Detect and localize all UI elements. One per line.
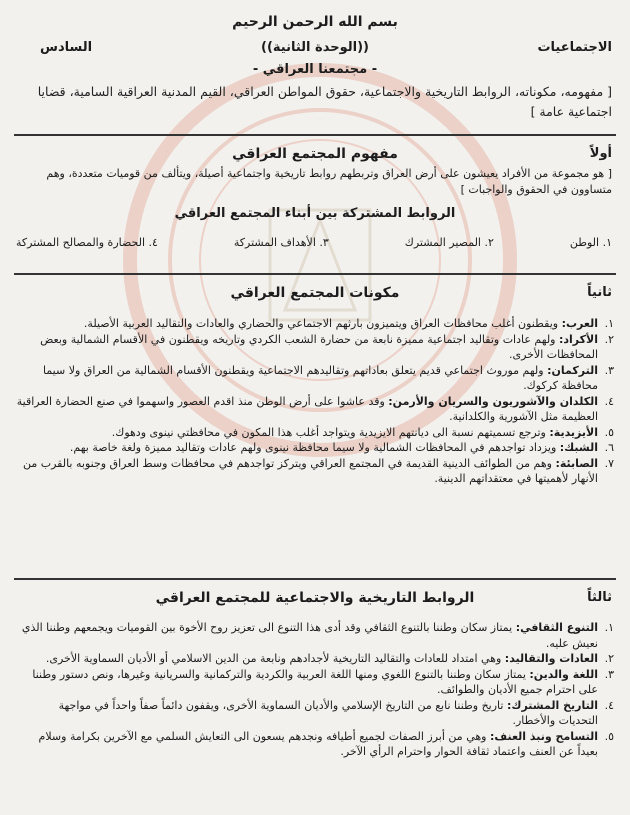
list-item: [16, 363, 614, 394]
links-title: الروابط المشتركة بين أبناء المجتمع العراقي: [174, 206, 456, 221]
item-number: ٢.: [604, 652, 614, 665]
unit-title: - مجتمعنا العراقي -: [252, 62, 378, 77]
item-number: ٥.: [604, 729, 614, 743]
section-1-number: أولاً: [589, 146, 612, 161]
links-list: [16, 236, 612, 249]
item-number: ٣.: [604, 667, 614, 681]
item-term: التركمان:: [547, 363, 598, 377]
section-divider: [14, 578, 616, 580]
section-1-definition: [ هو مجموعة من الأفراد يعيشون على أرض العراق وتربطهم روابط تاريخية واجتماعية أصيلة، ويتألف من قوميات متعددة، وهم متساوون في الحقوق والواجبات ]: [46, 167, 612, 196]
item-text: يمتاز سكان وطننا بالتنوع اللغوي ومنها اللغة العربية والكردية والتركمانية والسريانية وغيرها، ونص دستور وطننا على احترام جميع الأديان والطوائف.: [32, 667, 598, 696]
item-term: التنوع الثقافي:: [515, 621, 598, 634]
unit-contents: [ مفهومه، مكوناته، الروابط التاريخية والاجتماعية، حقوق المواطن العراقي، القيم المدنية العراقية السامية، قضايا اجتماعية عامة ]: [37, 84, 612, 119]
item-number: ١.: [604, 621, 614, 634]
item-text: ويقطنون أغلب محافظات العراق ويتميزون بارثهم الاجتماعي والحضاري والعادات والتقاليد العربية الأصيلة.: [83, 317, 562, 330]
item-text: وهم من الطوائف الدينية القديمة في المجتمع العراقي ويتركز تواجدهم في محافظات وسط العراق وجنوبه بالقرب من الأنهار لأهميتها في معتقداتهم الدينية.: [22, 456, 598, 485]
list-item: [16, 456, 614, 487]
item-term: الأيزيدية:: [549, 425, 598, 439]
unit-label: ((الوحدة الثانية)): [261, 40, 369, 55]
item-term: الصابئة:: [555, 456, 598, 470]
list-item: [16, 620, 614, 651]
item-term: الأكراد:: [558, 332, 598, 346]
components-list: [16, 316, 614, 487]
list-item: [16, 651, 614, 667]
section-2-title: مكونات المجتمع العراقي: [230, 285, 400, 301]
item-text: يمتاز سكان وطننا بالتنوع الثقافي وقد أدى هذا التنوع الى تعزيز روح الأخوة بين القوميات ويجمعهم وطننا الذي نعيش عليه.: [21, 621, 598, 650]
item-text: وهي امتداد للعادات والتقاليد التاريخية لأجدادهم ونابعة من الدين الاسلامي أو الأديان السماوية الأخرى.: [45, 652, 505, 665]
section-divider: [14, 134, 616, 136]
list-item: [16, 729, 614, 760]
item-number: ١.: [604, 317, 614, 330]
item-number: ٧.: [604, 456, 614, 470]
list-item: [16, 332, 614, 363]
item-term: الكلدان والآشوريون والسريان والأرمن:: [388, 394, 598, 408]
section-2-number: ثانياً: [587, 285, 612, 300]
item-term: الشبك:: [559, 441, 598, 454]
item-text: ولهم موروث اجتماعي قديم يتعلق بعاداتهم وتقاليدهم الاجتماعية ويقطنون الأقسام الشمالية من العراق ولا سيما محافظة كركوك.: [42, 363, 598, 392]
list-item: [16, 667, 614, 698]
item-number: ٤.: [604, 698, 614, 712]
section-1-title: مفهوم المجتمع العراقي: [232, 146, 398, 162]
basmala: بسم الله الرحمن الرحيم: [232, 14, 398, 30]
item-number: ٦.: [604, 441, 614, 454]
item-text: وقد عاشوا على أرض الوطن منذ اقدم العصور واسهموا في صنع الحضارة العراقية العظيمة مثل الآشورية والكلدانية.: [16, 394, 598, 423]
grade-label: السادس: [40, 40, 93, 55]
list-item: [16, 440, 614, 456]
link-item: ١. الوطن: [569, 236, 612, 249]
item-number: ٥.: [604, 425, 614, 439]
item-term: العادات والتقاليد:: [504, 652, 598, 665]
item-term: اللغة والدين:: [529, 667, 598, 681]
item-term: التاريخ المشترك:: [506, 698, 598, 712]
item-number: ٤.: [604, 394, 614, 408]
item-text: ويزداد تواجدهم في المحافظات الشمالية ولا سيما محافظة نينوى ولهم عادات وتقاليد مميزة ولغة خاصة بهم.: [69, 441, 560, 454]
list-item: [16, 698, 614, 729]
item-number: ٢.: [604, 332, 614, 346]
list-item: [16, 316, 614, 332]
subject-label: الاجتماعيات: [537, 40, 612, 55]
section-3-title: الروابط التاريخية والاجتماعية للمجتمع العراقي: [155, 590, 475, 606]
link-item: ٣. الأهداف المشتركة: [233, 236, 329, 249]
item-term: التسامح ونبذ العنف:: [489, 729, 598, 743]
list-item: [16, 425, 614, 441]
item-text: وهي من أبرز الصفات لجميع أطيافه ونجدهم يسعون الى التعايش السلمي مع الآخرين بكرامة وسلام بعيداً عن العنف واعتماد ثقافة الحوار واحترام الرأي الآخر.: [38, 729, 598, 758]
link-item: ٤. الحضارة والمصالح المشتركة: [16, 236, 158, 249]
item-term: العرب:: [561, 317, 598, 330]
item-number: ٣.: [604, 363, 614, 377]
ties-list: [16, 620, 614, 760]
section-divider: [14, 273, 616, 275]
item-text: ولهم عادات وتقاليد اجتماعية مميزة نابعة من حضارة الشعب الكردي وتاريخه ويقطنون في الأقسام الشمالية وبعض المحافظات الأخرى.: [40, 332, 598, 361]
list-item: [16, 394, 614, 425]
link-item: ٢. المصير المشترك: [404, 236, 494, 249]
item-text: وترجع تسميتهم نسبة الى ديانتهم الايزيدية ويتواجد أغلب هذا المكون في محافظتي نينوى ودهوك.: [111, 425, 550, 439]
section-3-number: ثالثاً: [587, 590, 612, 605]
item-text: تاريخ وطننا نابع من التاريخ الإسلامي والأديان السماوية الأخرى، ويقفون دائماً صفاً واحداً في مواجهة التحديات والأخطار.: [58, 698, 598, 727]
